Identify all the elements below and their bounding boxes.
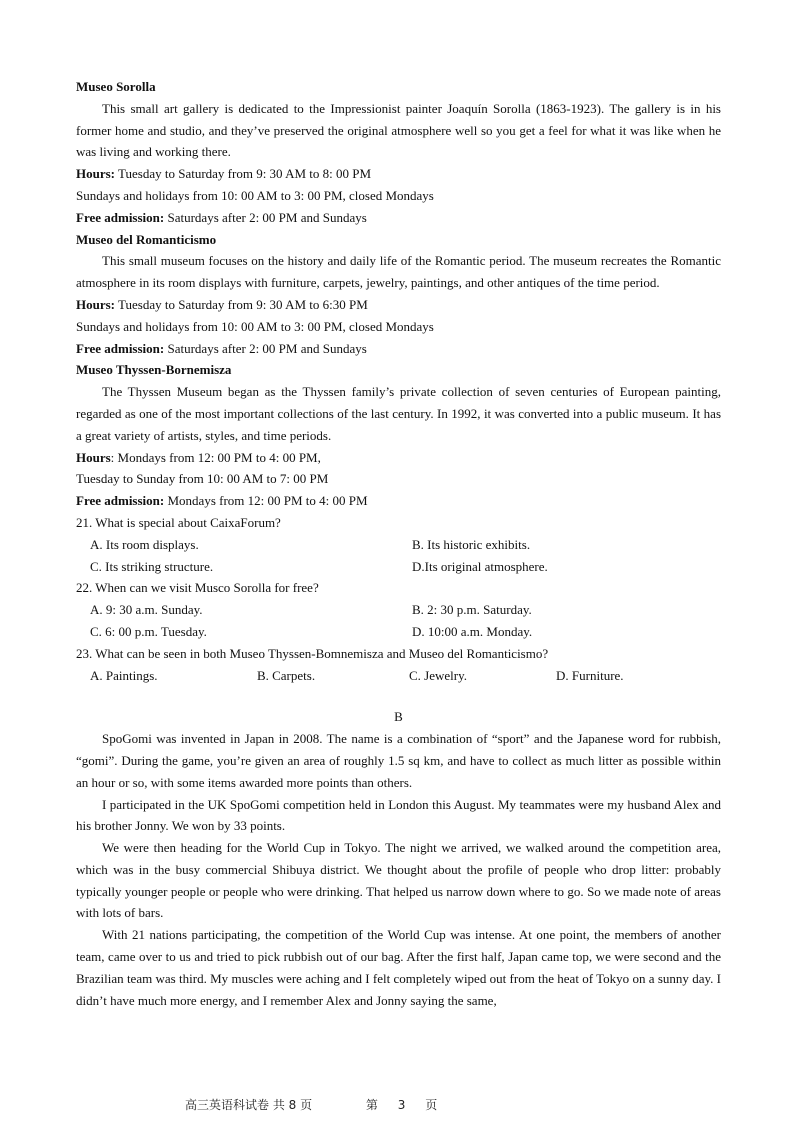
- option-d: D. Furniture.: [556, 667, 624, 683]
- option-a: A. Paintings.: [90, 667, 158, 683]
- hours-label: Hours: [76, 449, 111, 465]
- option-c: C. Its striking structure.: [90, 558, 214, 574]
- page-footer: [185, 1096, 437, 1113]
- option-row: [76, 599, 721, 621]
- museum-title: Museo Sorolla: [76, 79, 156, 94]
- passage-paragraph: We were then heading for the World Cup in Tokyo. The night we arrived, we walked around the competition area, which was in the busy commercial Shibuya district. We thought about the profile of people who drop litter: probably typically younger people or people who were drinking. That helped us narrow down where to go. So we made note of areas with lots of bars.: [76, 840, 721, 921]
- museum-free-admission: [76, 338, 721, 360]
- passage-paragraph: I participated in the UK SpoGomi competition held in London this August. My teammates were my husband Alex and his brother Jonny. We won by 33 points.: [76, 796, 721, 834]
- museum-description: This small art gallery is dedicated to the Impressionist painter Joaquín Sorolla (1863-1923). The gallery is in his former home and studio, and they’ve preserved the original atmosphere well so you get a feel for what it was like when he was living and working there.: [76, 100, 721, 160]
- museum-free-admission: [76, 207, 721, 229]
- hours-text: Tuesday to Saturday from 9: 30 AM to 8: 00 PM: [118, 166, 372, 182]
- option-row: [76, 665, 721, 687]
- option-b: B. Its historic exhibits.: [412, 536, 531, 552]
- museum-free-admission: [76, 490, 721, 512]
- option-b: B. 2: 30 p.m. Saturday.: [412, 602, 532, 618]
- question-stem: 23. What can be seen in both Museo Thyssen-Bomnemisza and Museo del Romanticismo?: [76, 645, 549, 661]
- hours-text: Tuesday to Saturday from 9: 30 AM to 6:30 PM: [118, 296, 368, 312]
- museum-hours: [76, 163, 721, 185]
- free-label: Free admission:: [76, 209, 165, 225]
- museum-hours-extra: Sundays and holidays from 10: 00 AM to 3: 00 PM, closed Mondays: [76, 187, 434, 203]
- option-row: [76, 556, 721, 578]
- option-c: C. Jewelry.: [408, 667, 467, 683]
- option-d: D. 10:00 a.m. Monday.: [412, 623, 533, 639]
- museum-description: This small museum focuses on the history and daily life of the Romantic period. The museum recreates the Romantic atmosphere in its room displays with furniture, carpets, jewelry, paintings, and other antiques of the time period.: [76, 253, 721, 291]
- option-row: [76, 621, 721, 643]
- museum-hours-extra: Sundays and holidays from 10: 00 AM to 3: 00 PM, closed Mondays: [76, 318, 434, 334]
- question-stem: 21. What is special about CaixaForum?: [76, 514, 281, 530]
- hours-label: Hours:: [76, 296, 115, 312]
- option-a: A. 9: 30 a.m. Sunday.: [90, 602, 203, 618]
- museum-title: Museo del Romanticismo: [76, 231, 217, 247]
- option-d: D.Its original atmosphere.: [412, 558, 548, 574]
- museum-title: Museo Thyssen-Bornemisza: [76, 362, 232, 378]
- museum-hours: [76, 294, 721, 316]
- hours-label: Hours:: [76, 166, 115, 182]
- hours-text: : Mondays from 12: 00 PM to 4: 00 PM,: [110, 449, 321, 465]
- page-prefix: 第: [365, 1098, 378, 1112]
- passage-paragraph: With 21 nations participating, the competition of the World Cup was intense. At one point, the members of another team, came over to us and tried to pick rubbish out of our bag. After the first half, Japan came top, we were second and the Brazilian team was third. My muscles were aching and I felt completely wiped out from the heat of Tokyo on a sunny day. I didn’t have much more energy, and I remember Alex and Jonny saying the same,: [76, 927, 721, 1008]
- question-stem: 22. When can we visit Musco Sorolla for free?: [76, 580, 319, 596]
- museum-description: The Thyssen Museum began as the Thyssen family’s private collection of seven centuries of European painting, regarded as one of the most important collections of the last century. In 1992, it was converted into a public museum. It has a great variety of artists, styles, and time periods.: [76, 384, 721, 443]
- option-a: A. Its room displays.: [90, 536, 199, 552]
- museum-hours-extra: Tuesday to Sunday from 10: 00 AM to 7: 00 PM: [76, 471, 329, 487]
- museum-hours: [76, 447, 721, 469]
- passage-paragraph: SpoGomi was invented in Japan in 2008. The name is a combination of “sport” and the Japanese word for rubbish, “gomi”. During the game, you’re given an area of roughly 1.5 sq km, and have to collect as much litter as possible within an hour or so, with some items awarded more points than others.: [76, 731, 721, 790]
- free-text: Saturdays after 2: 00 PM and Sundays: [167, 340, 367, 356]
- option-row: [76, 534, 721, 556]
- free-text: Mondays from 12: 00 PM to 4: 00 PM: [167, 493, 368, 509]
- exam-name: 高三英语科试卷 共 8 页: [185, 1098, 313, 1112]
- page-number: 3: [397, 1098, 406, 1112]
- free-text: Saturdays after 2: 00 PM and Sundays: [167, 209, 367, 225]
- section-title: B: [394, 709, 403, 725]
- document-page: [76, 76, 721, 1011]
- free-label: Free admission:: [76, 340, 165, 356]
- option-c: C. 6: 00 p.m. Tuesday.: [90, 623, 207, 639]
- page-suffix: 页: [425, 1098, 438, 1112]
- option-b: B. Carpets.: [256, 667, 316, 683]
- free-label: Free admission:: [76, 493, 165, 509]
